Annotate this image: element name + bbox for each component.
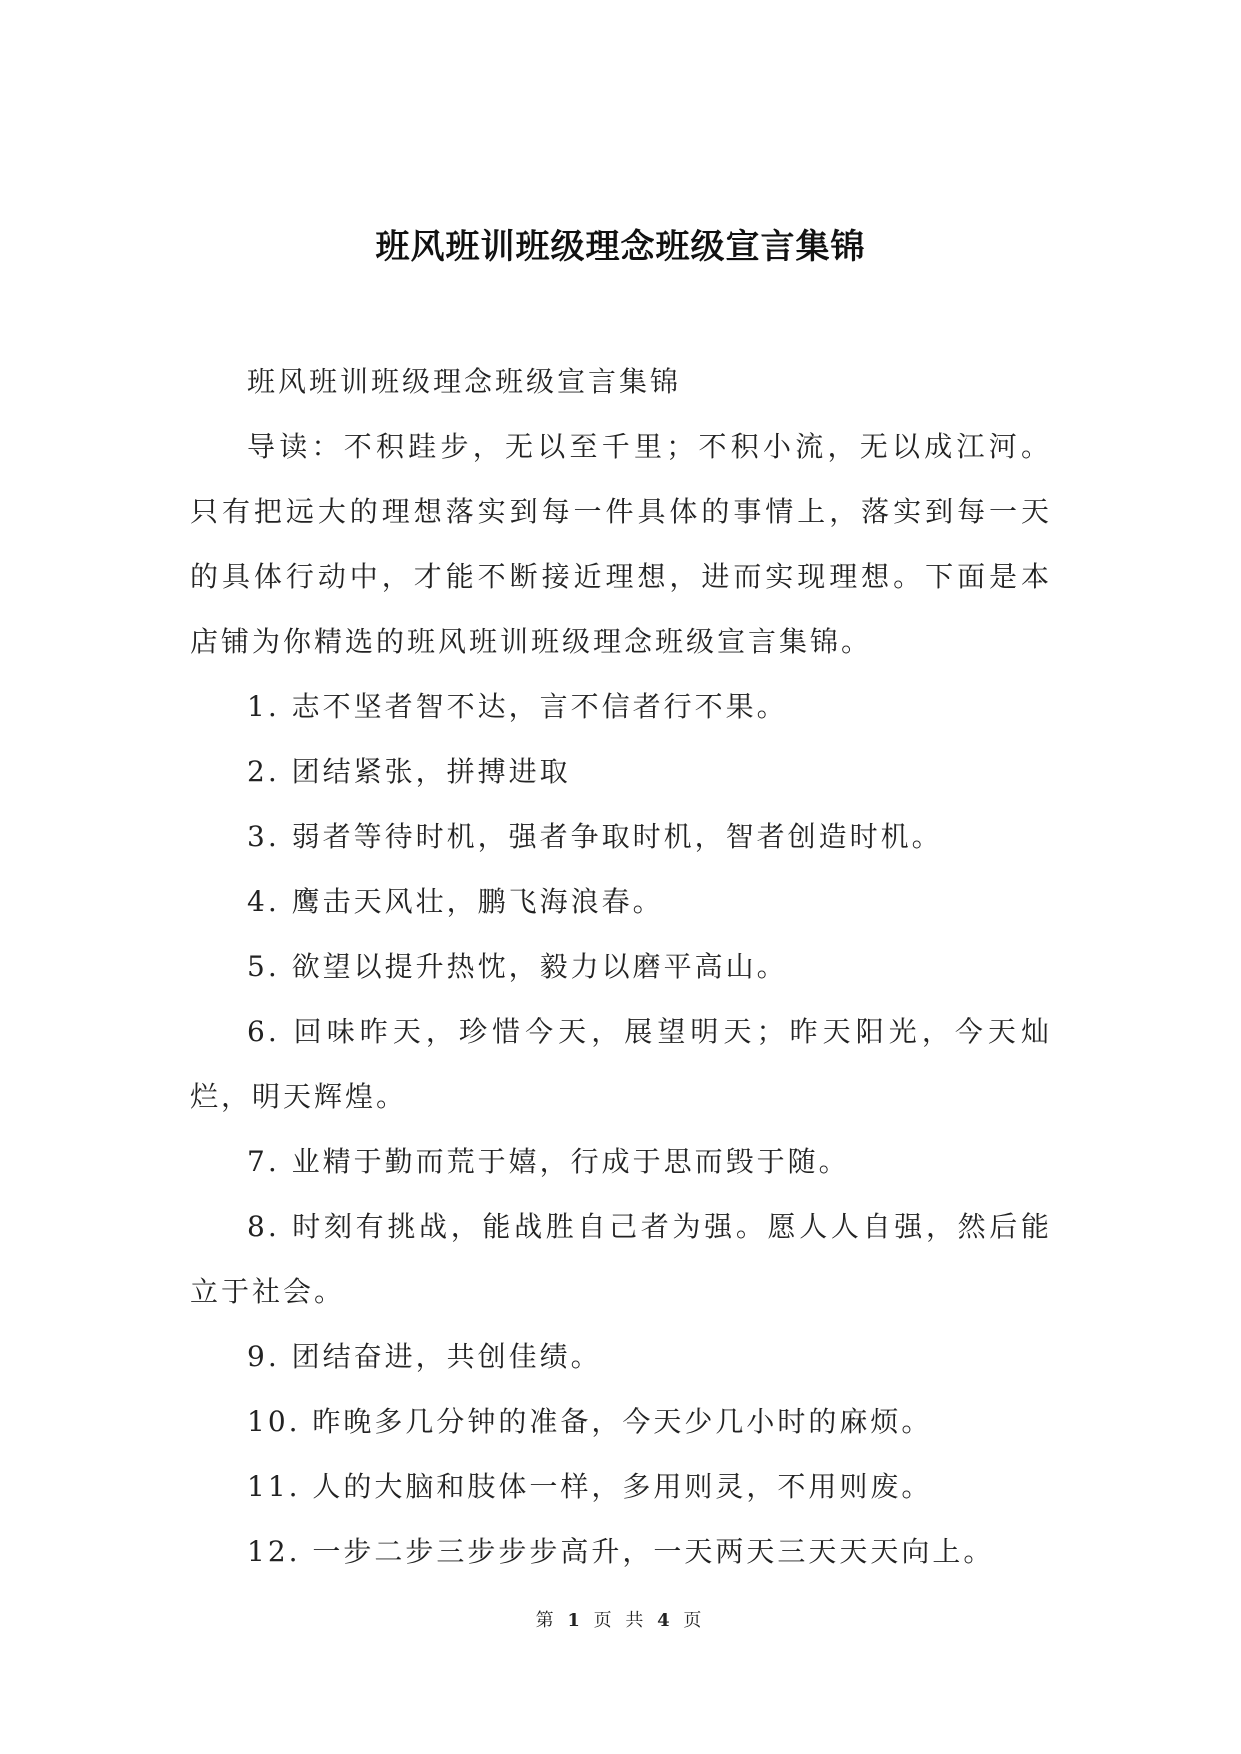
list-item: 10. 昨晚多几分钟的准备，今天少几小时的麻烦。	[247, 1405, 933, 1438]
footer-middle: 页 共	[593, 1610, 648, 1631]
list-item: 4. 鹰击天风壮，鹏飞海浪春。	[247, 885, 664, 918]
intro-paragraph: 导读：不积跬步，无以至千里；不积小流，无以成江河。只有把远大的理想落实到每一件具体的事情上，落实到每一天的具体行动中，才能不断接近理想，进而实现理想。下面是本店铺为你精选的班风班训班级理念班级宣言集锦。	[190, 430, 1052, 658]
list-item: 2. 团结紧张，拼搏进取	[247, 755, 571, 788]
footer-current-page: 1	[567, 1610, 584, 1631]
list-item: 1. 志不坚者智不达，言不信者行不果。	[247, 690, 788, 723]
list-item: 3. 弱者等待时机，强者争取时机，智者创造时机。	[247, 820, 943, 853]
footer-suffix: 页	[683, 1610, 706, 1631]
footer-prefix: 第	[535, 1610, 558, 1631]
list-item: 8. 时刻有挑战，能战胜自己者为强。愿人人自强，然后能立于社会。	[190, 1210, 1052, 1308]
list-item: 6. 回味昨天，珍惜今天，展望明天；昨天阳光，今天灿烂，明天辉煌。	[190, 1015, 1052, 1113]
page-number-footer	[0, 1606, 1241, 1632]
footer-total-pages: 4	[657, 1610, 674, 1631]
list-item: 12. 一步二步三步步步高升，一天两天三天天天向上。	[247, 1535, 995, 1568]
subtitle-paragraph: 班风班训班级理念班级宣言集锦	[247, 365, 682, 398]
document-title: 班风班训班级理念班级宣言集锦	[375, 227, 866, 267]
document-body	[190, 349, 1052, 1584]
list-item: 5. 欲望以提升热忱，毅力以磨平高山。	[247, 950, 788, 983]
list-item: 11. 人的大脑和肢体一样，多用则灵，不用则废。	[247, 1470, 933, 1503]
list-item: 7. 业精于勤而荒于嬉，行成于思而毁于随。	[247, 1145, 850, 1178]
list-item: 9. 团结奋进，共创佳绩。	[247, 1340, 602, 1373]
